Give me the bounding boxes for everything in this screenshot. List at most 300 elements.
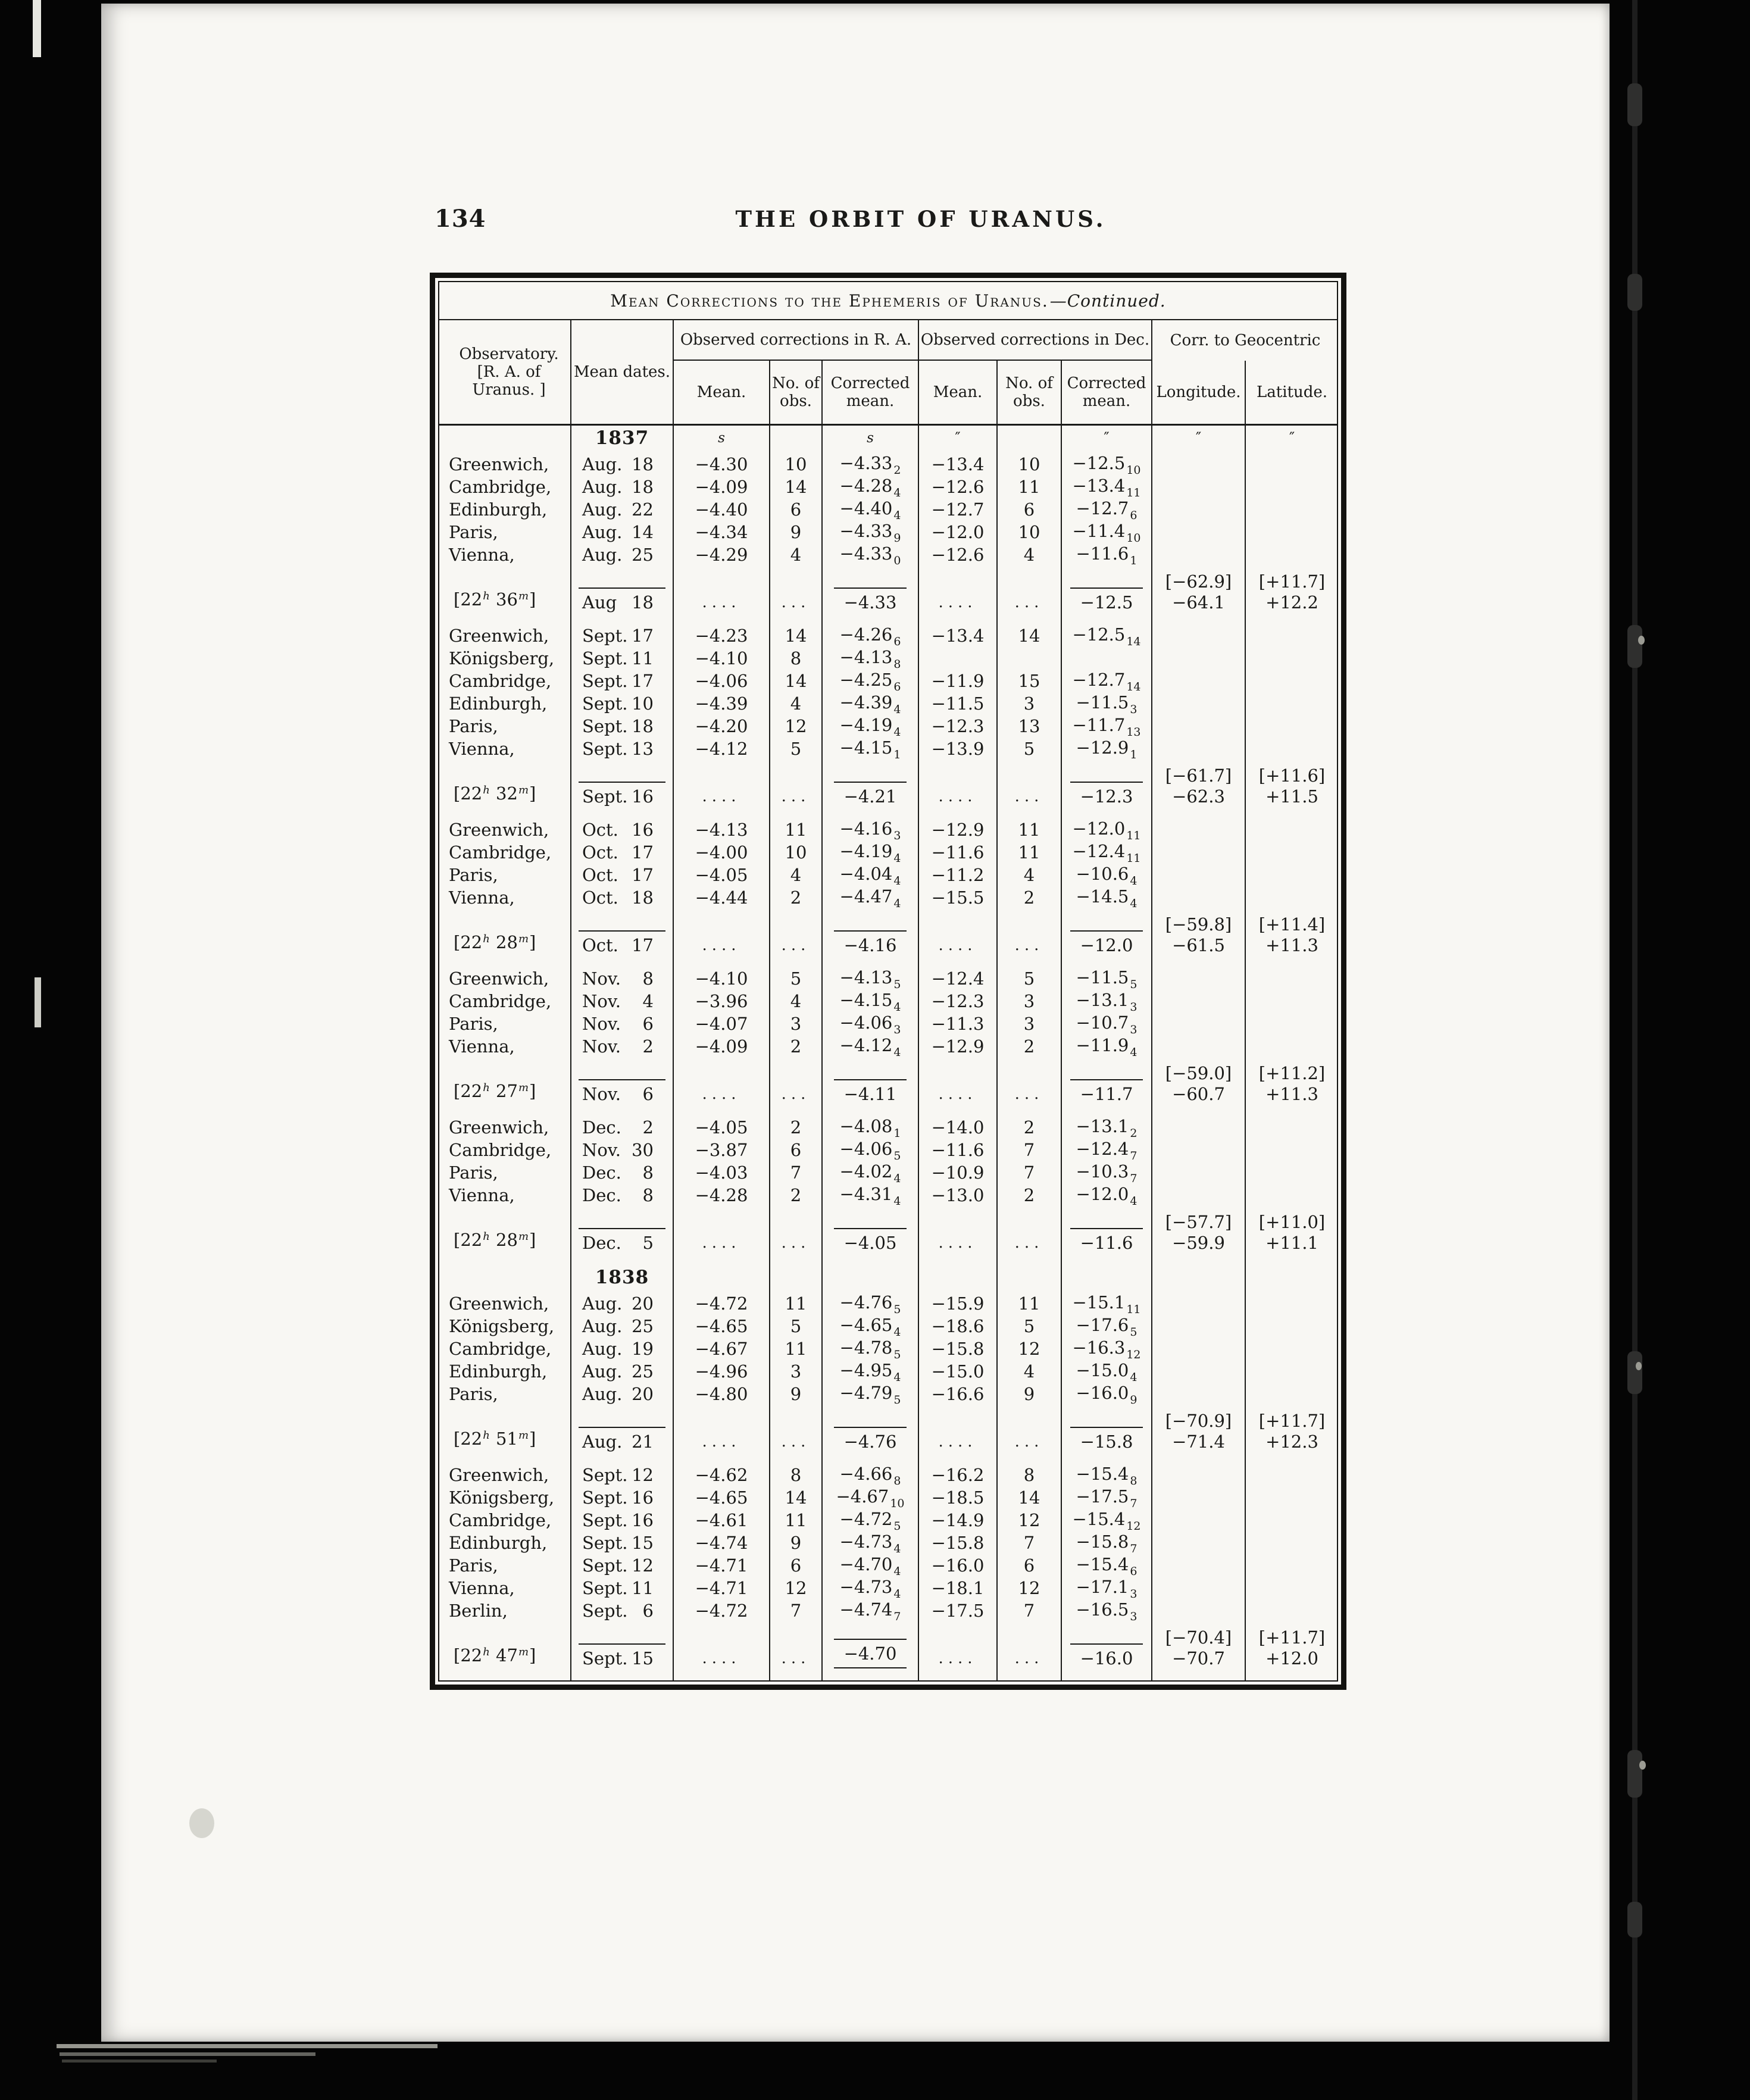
cell-ra-obs: 11	[770, 1509, 823, 1532]
cell-latitude: [+11.4] +11.3	[1258, 914, 1326, 955]
cell-ra-corrected: −4.16	[823, 909, 919, 967]
cell-dec-mean: ....	[919, 1622, 998, 1680]
cell-dec-corrected: −15.1 $_{11}$	[1062, 1292, 1152, 1315]
cell-latitude: [+11.6] +11.5	[1258, 765, 1326, 807]
cell-dec-mean: −12.6	[919, 476, 998, 498]
cell-dec-corrected: −12.0	[1062, 909, 1152, 967]
cell-latitude	[1246, 476, 1338, 498]
cell-ra-obs: 14	[770, 670, 823, 692]
cell-dec-mean: ....	[919, 566, 998, 624]
binding-knot	[1627, 1902, 1642, 1938]
cell-latitude	[1246, 521, 1338, 543]
table-inner-frame	[438, 281, 1338, 1682]
table-header	[439, 320, 1337, 426]
col-header-dec-corrected-label: Corrected mean.	[1067, 374, 1146, 410]
cell-dec-obs: 11	[998, 1292, 1062, 1315]
cell-ra-obs: 9	[770, 1532, 823, 1554]
cell-date: Aug. 21	[571, 1405, 674, 1464]
cell-date: Nov. 4	[571, 990, 674, 1012]
cell-dec-corrected: −16.3 $_{12}$	[1062, 1338, 1152, 1360]
cell-ra-mean: ....	[674, 760, 770, 818]
cell-ra-obs: 2	[770, 1035, 823, 1058]
table-row	[439, 521, 1337, 543]
unit-ra-mean: s	[674, 426, 770, 453]
cell-dec-mean: −12.3	[919, 990, 998, 1012]
col-group-geocentric	[1152, 320, 1338, 361]
cell-dec-corrected: −13.1 $_3$	[1062, 990, 1152, 1012]
cell-summary-label: [22$^h$ 51$^m$]	[439, 1405, 571, 1464]
col-header-longitude	[1152, 361, 1246, 424]
cell-longitude	[1152, 1315, 1246, 1338]
table-row	[439, 990, 1337, 1012]
cell-ra-obs: ...	[770, 1622, 823, 1680]
cell-summary-label: [22$^h$ 27$^m$]	[439, 1058, 571, 1116]
cell-longitude	[1152, 1161, 1246, 1184]
cell-date: Dec. 8	[571, 1184, 674, 1207]
cell-latitude	[1246, 1315, 1338, 1338]
cell-dec-mean: −11.5	[919, 692, 998, 715]
cell-latitude	[1246, 1577, 1338, 1599]
cell-observatory: Greenwich,	[439, 967, 571, 990]
cell-dec-obs: 5	[998, 967, 1062, 990]
cell-ra-mean: −4.28	[674, 1184, 770, 1207]
cell-ra-obs: 6	[770, 498, 823, 521]
cell-ra-obs: ...	[770, 909, 823, 967]
cell-date: Oct. 17	[571, 841, 674, 864]
cell-ra-obs: 2	[770, 1116, 823, 1139]
binding-knot	[1627, 1750, 1642, 1798]
cell-longitude	[1152, 476, 1246, 498]
cell-dec-corrected: −11.7	[1062, 1058, 1152, 1116]
cell-dec-obs: 3	[998, 692, 1062, 715]
binding-knot	[1627, 1351, 1642, 1394]
cell-latitude	[1246, 886, 1338, 909]
cell-dec-corrected: −15.4 $_{12}$	[1062, 1509, 1152, 1532]
cell-dec-corrected: −12.5	[1062, 566, 1152, 624]
cell-longitude	[1152, 1360, 1246, 1383]
cell-latitude	[1246, 498, 1338, 521]
cell-ra-corrected: −4.67 $_{10}$	[823, 1486, 919, 1509]
cell-latitude: [+11.0] +11.1	[1258, 1212, 1326, 1253]
summary-row	[439, 566, 1337, 624]
cell-ra-mean: ....	[674, 1622, 770, 1680]
cell-dec-corrected: −11.5 $_3$	[1062, 692, 1152, 715]
table-row	[439, 967, 1337, 990]
cell-ra-corrected: −4.12 $_4$	[823, 1035, 919, 1058]
cell-ra-corrected: −4.73 $_4$	[823, 1577, 919, 1599]
cell-dec-mean: −13.0	[919, 1184, 998, 1207]
cell-longitude	[1152, 1035, 1246, 1058]
cell-longitude	[1152, 1599, 1246, 1622]
cell-dec-obs: 3	[998, 990, 1062, 1012]
table-row	[439, 1012, 1337, 1035]
cell-date: Dec. 8	[571, 1161, 674, 1184]
cell-dec-obs: 11	[998, 818, 1062, 841]
cell-date: Oct. 17	[571, 864, 674, 886]
cell-date: Nov. 6	[571, 1012, 674, 1035]
cell-longitude	[1152, 990, 1246, 1012]
cell-dec-corrected: −14.5 $_4$	[1062, 886, 1152, 909]
cell-dec-mean: −13.4	[919, 453, 998, 476]
cell-dec-mean: −16.0	[919, 1554, 998, 1577]
cell-summary-label: [22$^h$ 36$^m$]	[439, 566, 571, 624]
cell-longitude	[1152, 624, 1246, 647]
cell-ra-obs: 9	[770, 521, 823, 543]
cell-ra-corrected: −4.33 $_9$	[823, 521, 919, 543]
cell-latitude	[1246, 715, 1338, 738]
cell-dec-obs: 12	[998, 1338, 1062, 1360]
col-group-ra-corrections	[674, 320, 919, 361]
cell-ra-mean: −4.72	[674, 1292, 770, 1315]
table-row	[439, 1035, 1337, 1058]
cell-ra-corrected: −4.79 $_5$	[823, 1383, 919, 1405]
cell-observatory: Königsberg,	[439, 647, 571, 670]
cell-dec-obs: 14	[998, 624, 1062, 647]
cell-dec-obs: 9	[998, 1383, 1062, 1405]
cell-ra-corrected: −4.19 $_4$	[823, 841, 919, 864]
cell-dec-corrected: −15.0 $_4$	[1062, 1360, 1152, 1383]
cell-latitude	[1246, 990, 1338, 1012]
cell-date: Aug. 20	[571, 1383, 674, 1405]
col-group-geocentric-label: Corr. to Geocentric	[1170, 332, 1321, 349]
unit-dec-corrected	[1062, 1265, 1152, 1292]
table-row	[439, 715, 1337, 738]
cell-ra-mean: −4.30	[674, 453, 770, 476]
cell-date: Sept. 17	[571, 624, 674, 647]
cell-date: Oct. 18	[571, 886, 674, 909]
cell-ra-mean: −4.05	[674, 864, 770, 886]
cell-dec-mean: −12.9	[919, 818, 998, 841]
col-header-mean-dates-label: Mean dates.	[573, 363, 671, 381]
cell-dec-mean: −15.5	[919, 886, 998, 909]
cell-observatory: Greenwich,	[439, 1292, 571, 1315]
col-group-ra-label: Observed corrections in R. A.	[680, 331, 912, 349]
cell-ra-mean: −3.96	[674, 990, 770, 1012]
cell-observatory: Greenwich,	[439, 1116, 571, 1139]
cell-ra-corrected: −4.40 $_4$	[823, 498, 919, 521]
cell-ra-obs: ...	[770, 566, 823, 624]
cell-latitude	[1246, 1554, 1338, 1577]
cell-ra-mean: −4.65	[674, 1486, 770, 1509]
cell-dec-obs: 5	[998, 1315, 1062, 1338]
cell-date: Nov. 2	[571, 1035, 674, 1058]
table-title	[439, 282, 1337, 320]
cell-observatory: Paris,	[439, 1383, 571, 1405]
cell-dec-mean: ....	[919, 760, 998, 818]
cell-date: Sept. 17	[571, 670, 674, 692]
cell-dec-obs: 7	[998, 1139, 1062, 1161]
cell-longitude	[1152, 1012, 1246, 1035]
cell-longitude	[1152, 1509, 1246, 1532]
cell-dec-mean: ....	[919, 1207, 998, 1265]
table-row	[439, 1139, 1337, 1161]
cell-date: Aug. 18	[571, 476, 674, 498]
cell-dec-corrected: −12.9 $_1$	[1062, 738, 1152, 760]
table-row	[439, 1532, 1337, 1554]
cell-date: Oct. 17	[571, 909, 674, 967]
table-row	[439, 1599, 1337, 1622]
cell-dec-obs: 14	[998, 1486, 1062, 1509]
col-header-dec-obs-label: No. of obs.	[1005, 374, 1053, 410]
cell-ra-mean: −4.44	[674, 886, 770, 909]
summary-row	[439, 1058, 1337, 1116]
cell-ra-obs: 9	[770, 1383, 823, 1405]
table-row	[439, 1161, 1337, 1184]
cell-latitude: [+11.7] +12.2	[1258, 571, 1326, 612]
cell-observatory: Vienna,	[439, 1035, 571, 1058]
cell-latitude	[1246, 1161, 1338, 1184]
cell-latitude	[1246, 1338, 1338, 1360]
cell-dec-obs: 7	[998, 1532, 1062, 1554]
cell-dec-corrected: −11.9 $_4$	[1062, 1035, 1152, 1058]
unit-dec-mean	[919, 1265, 998, 1292]
cell-ra-obs: 4	[770, 543, 823, 566]
cell-dec-mean: −11.9	[919, 670, 998, 692]
cell-latitude	[1246, 841, 1338, 864]
page-edge-sliver	[35, 977, 41, 1027]
col-header-ra-corrected-label: Corrected mean.	[830, 374, 910, 410]
cell-dec-corrected: −10.3 $_7$	[1062, 1161, 1152, 1184]
cell-dec-mean: −11.6	[919, 1139, 998, 1161]
cell-latitude	[1246, 453, 1338, 476]
cell-date: Sept. 12	[571, 1554, 674, 1577]
cell-dec-obs: ...	[998, 909, 1062, 967]
cell-date: Dec. 2	[571, 1116, 674, 1139]
cell-dec-mean: −18.1	[919, 1577, 998, 1599]
cell-dec-mean: −12.7	[919, 498, 998, 521]
cell-ra-mean: −3.87	[674, 1139, 770, 1161]
cell-dec-obs: 4	[998, 543, 1062, 566]
cell-date: Nov. 6	[571, 1058, 674, 1116]
cell-dec-corrected: −13.1 $_2$	[1062, 1116, 1152, 1139]
cell-ra-obs: 14	[770, 1486, 823, 1509]
cell-ra-obs: 4	[770, 990, 823, 1012]
cell-ra-corrected: −4.11	[823, 1058, 919, 1116]
cell-ra-corrected: −4.05	[823, 1207, 919, 1265]
cell-dec-obs: ...	[998, 566, 1062, 624]
cell-latitude	[1246, 1532, 1338, 1554]
cell-ra-obs: 11	[770, 1292, 823, 1315]
binding-knot	[1627, 625, 1642, 668]
cell-dec-obs: 4	[998, 864, 1062, 886]
year-row	[439, 426, 1337, 453]
cell-ra-mean: −4.10	[674, 967, 770, 990]
cell-observatory: Paris,	[439, 1554, 571, 1577]
cell-latitude	[1246, 1360, 1338, 1383]
cell-dec-corrected: −12.0 $_4$	[1062, 1184, 1152, 1207]
cell-longitude	[1152, 818, 1246, 841]
cell-ra-mean: −4.96	[674, 1360, 770, 1383]
cell-ra-obs: 8	[770, 1464, 823, 1486]
cell-observatory: Cambridge,	[439, 1338, 571, 1360]
cell-latitude	[1246, 1464, 1338, 1486]
cell-ra-obs: 2	[770, 1184, 823, 1207]
col-header-mean-dates	[571, 320, 674, 424]
cell-longitude: [−70.9] −71.4	[1152, 1405, 1246, 1464]
cell-ra-obs: 3	[770, 1012, 823, 1035]
table-row	[439, 1383, 1337, 1405]
summary-row	[439, 1622, 1337, 1680]
cell-date: Aug. 25	[571, 543, 674, 566]
cell-date: Sept. 18	[571, 715, 674, 738]
cell-dec-corrected: −11.6 $_1$	[1062, 543, 1152, 566]
scan-speck	[1639, 1761, 1646, 1770]
cell-ra-corrected: −4.16 $_3$	[823, 818, 919, 841]
cell-dec-mean: ....	[919, 1058, 998, 1116]
col-header-dec-mean-label: Mean.	[933, 383, 983, 401]
summary-row	[439, 1207, 1337, 1265]
cell-dec-obs: 2	[998, 1116, 1062, 1139]
col-header-latitude-label: Latitude.	[1256, 383, 1328, 401]
cell-ra-corrected: −4.74 $_7$	[823, 1599, 919, 1622]
cell-ra-corrected: −4.04 $_4$	[823, 864, 919, 886]
cell-longitude	[1152, 1577, 1246, 1599]
cell-ra-mean: −4.00	[674, 841, 770, 864]
cell-summary-label: [22$^h$ 32$^m$]	[439, 760, 571, 818]
cell-longitude	[1152, 521, 1246, 543]
cell-longitude: [−62.9] −64.1	[1152, 566, 1246, 624]
cell-date: Dec. 5	[571, 1207, 674, 1265]
cell-longitude	[1152, 864, 1246, 886]
cell-longitude	[1152, 1184, 1246, 1207]
cell-ra-mean: −4.07	[674, 1012, 770, 1035]
cell-latitude	[1246, 1292, 1338, 1315]
cell-dec-obs: ...	[998, 1622, 1062, 1680]
cell-dec-mean: −16.6	[919, 1383, 998, 1405]
cell-latitude	[1246, 738, 1338, 760]
cell-longitude	[1152, 498, 1246, 521]
table-row	[439, 1184, 1337, 1207]
cell-ra-mean: −4.62	[674, 1464, 770, 1486]
running-head: THE ORBIT OF URANUS.	[735, 206, 1107, 232]
cell-ra-obs: 10	[770, 453, 823, 476]
cell-dec-mean: −17.5	[919, 1599, 998, 1622]
cell-longitude	[1152, 1116, 1246, 1139]
cell-ra-obs: 3	[770, 1360, 823, 1383]
col-header-ra-corrected	[823, 361, 919, 424]
cell-ra-mean: ....	[674, 909, 770, 967]
cell-ra-corrected: −4.25 $_6$	[823, 670, 919, 692]
cell-date: Sept. 16	[571, 1509, 674, 1532]
cell-dec-corrected: −11.7 $_{13}$	[1062, 715, 1152, 738]
cell-ra-corrected: −4.13 $_5$	[823, 967, 919, 990]
cell-ra-obs: 6	[770, 1139, 823, 1161]
cell-ra-corrected: −4.02 $_4$	[823, 1161, 919, 1184]
cell-ra-mean: −4.74	[674, 1532, 770, 1554]
cell-ra-obs: 2	[770, 886, 823, 909]
cell-longitude	[1152, 841, 1246, 864]
table-row	[439, 476, 1337, 498]
cell-observatory: Greenwich,	[439, 624, 571, 647]
cell-date: Aug. 14	[571, 521, 674, 543]
cell-observatory: Berlin,	[439, 1599, 571, 1622]
cell-longitude	[1152, 886, 1246, 909]
table-row	[439, 1338, 1337, 1360]
cell-ra-corrected: −4.08 $_1$	[823, 1116, 919, 1139]
cell-ra-mean: −4.09	[674, 1035, 770, 1058]
cell-ra-corrected: −4.26 $_6$	[823, 624, 919, 647]
table-title-continued: —Continued.	[1049, 290, 1166, 311]
unit-ra-corrected: s	[823, 426, 919, 453]
table-row	[439, 864, 1337, 886]
table-row	[439, 670, 1337, 692]
table-row	[439, 692, 1337, 715]
scan-speck	[1636, 1362, 1642, 1370]
cell-latitude	[1246, 1599, 1338, 1622]
cell-ra-corrected: −4.33 $_0$	[823, 543, 919, 566]
cell-date: Aug. 25	[571, 1315, 674, 1338]
cell-dec-obs: 5	[998, 738, 1062, 760]
cell-ra-obs: ...	[770, 760, 823, 818]
cell-date: Sept. 11	[571, 647, 674, 670]
cell-date: Aug. 22	[571, 498, 674, 521]
page-number: 134	[435, 205, 486, 233]
cell-latitude	[1246, 1139, 1338, 1161]
year-row	[439, 1265, 1337, 1292]
cell-ra-mean: −4.71	[674, 1554, 770, 1577]
cell-ra-mean: −4.40	[674, 498, 770, 521]
cell-latitude	[1246, 1383, 1338, 1405]
unit-ra-obs	[770, 426, 823, 453]
cell-latitude	[1246, 967, 1338, 990]
col-header-observatory-line3: Uranus. ]	[472, 381, 546, 399]
cell-ra-corrected: −4.76 $_5$	[823, 1292, 919, 1315]
cell-ra-mean: −4.05	[674, 1116, 770, 1139]
cell-observatory: Vienna,	[439, 738, 571, 760]
cell-ra-corrected: −4.73 $_4$	[823, 1532, 919, 1554]
book-page	[101, 4, 1610, 2042]
cell-date: Aug. 20	[571, 1292, 674, 1315]
cell-dec-corrected: −17.1 $_3$	[1062, 1577, 1152, 1599]
col-group-dec-label: Observed corrections in Dec.	[920, 331, 1150, 349]
cell-dec-mean: −12.3	[919, 715, 998, 738]
table-row	[439, 738, 1337, 760]
cell-date: Oct. 16	[571, 818, 674, 841]
cell-latitude	[1246, 1486, 1338, 1509]
cell-ra-mean: −4.71	[674, 1577, 770, 1599]
cell-latitude	[1246, 1116, 1338, 1139]
cell-dec-obs: 11	[998, 476, 1062, 498]
cell-dec-obs: 7	[998, 1161, 1062, 1184]
cell-dec-corrected: −12.4 $_{11}$	[1062, 841, 1152, 864]
cell-observatory: Königsberg,	[439, 1315, 571, 1338]
cell-observatory: Edinburgh,	[439, 692, 571, 715]
cell-dec-corrected: −12.5 $_{10}$	[1062, 453, 1152, 476]
cell-ra-mean: −4.61	[674, 1509, 770, 1532]
year-label: 1837	[571, 426, 674, 453]
cell-dec-corrected: −15.4 $_6$	[1062, 1554, 1152, 1577]
cell-observatory: Königsberg,	[439, 1486, 571, 1509]
col-header-ra-obs-label: No. of obs.	[772, 374, 820, 410]
unit-ra-corrected	[823, 1265, 919, 1292]
cell-dec-obs: 4	[998, 1360, 1062, 1383]
cell-longitude	[1152, 967, 1246, 990]
cell-date: Sept. 12	[571, 1464, 674, 1486]
cell-dec-obs: 13	[998, 715, 1062, 738]
cell-longitude: [−59.8] −61.5	[1152, 909, 1246, 967]
table-row	[439, 886, 1337, 909]
cell-longitude	[1152, 1383, 1246, 1405]
cell-dec-corrected: −12.0 $_{11}$	[1062, 818, 1152, 841]
cell-latitude: [+11.7] +12.3	[1258, 1411, 1326, 1452]
cell-ra-obs: 12	[770, 715, 823, 738]
cell-ra-obs: 14	[770, 476, 823, 498]
cell-ra-corrected: −4.76	[823, 1405, 919, 1464]
cell-dec-mean: −14.9	[919, 1509, 998, 1532]
cell-ra-mean: ....	[674, 1207, 770, 1265]
cell-dec-corrected: −17.5 $_7$	[1062, 1486, 1152, 1509]
cell-dec-corrected: −11.4 $_{10}$	[1062, 521, 1152, 543]
